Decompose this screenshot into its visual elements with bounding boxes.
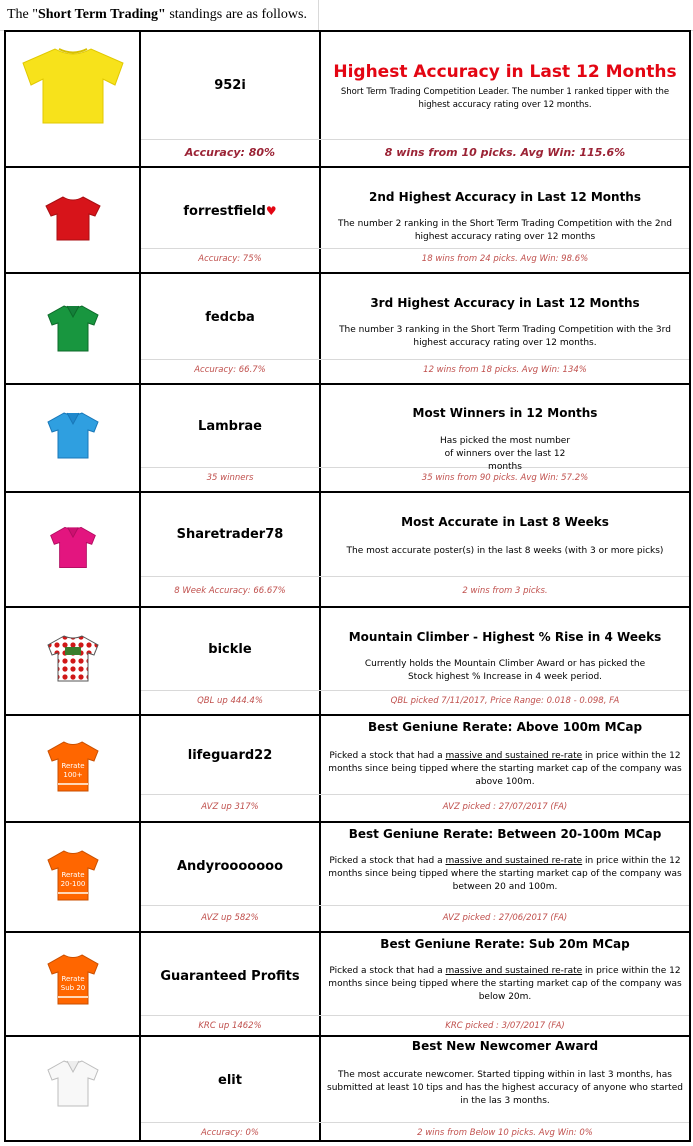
award-title: Best Geniune Rerate: Between 20-100m MCap	[348, 827, 662, 841]
accuracy-stat: QBL up 444.4%	[197, 696, 263, 706]
accuracy-stat: 35 winners	[206, 473, 254, 483]
award-description: The number 2 ranking in the Short Term Trading Competition with the 2nd highest accuracy rating over 12 months	[337, 219, 672, 242]
green-polo-icon	[6, 286, 139, 370]
tipper-name[interactable]: Guaranteed Profits	[160, 969, 300, 984]
pick-detail: 2 wins from 3 picks.	[462, 586, 548, 596]
heart-icon: ♥	[265, 204, 277, 218]
pick-detail: AVZ picked : 27/06/2017 (FA)	[442, 913, 568, 923]
accuracy-stat: 8 Week Accuracy: 66.67%	[174, 586, 286, 596]
award-title: Mountain Climber - Highest % Rise in 4 Weeks	[348, 630, 662, 644]
white-polo-icon	[6, 1043, 139, 1123]
standings-caption: The "Short Term Trading" standings are as follows.	[7, 7, 307, 22]
yellow-tshirt-icon	[6, 34, 139, 134]
standing-row-3	[6, 274, 689, 385]
tipper-name[interactable]: 952i	[214, 78, 246, 93]
standing-row-5	[6, 493, 689, 608]
svg-text:100+: 100+	[62, 771, 83, 779]
standing-row-7	[6, 716, 689, 823]
svg-text:Rerate: Rerate	[60, 871, 85, 879]
svg-text:Rerate: Rerate	[60, 762, 85, 770]
standing-row-10	[6, 1037, 689, 1140]
award-description: Short Term Trading Competition Leader. The number 1 ranked tipper with the highest accuracy rating over 12 months.	[340, 87, 670, 110]
tipper-name[interactable]: Andyrooooooo	[176, 859, 284, 874]
award-description: Picked a stock that had a massive and sustained re-rate in price within the 12 months since being tipped where the starting market cap of the company was below 20m.	[328, 966, 682, 1002]
tipper-name[interactable]: Sharetrader78	[176, 527, 284, 542]
award-title: 3rd Highest Accuracy in Last 12 Months	[370, 296, 640, 310]
polka-dot-jersey-icon	[6, 618, 139, 698]
red-tshirt-icon	[6, 178, 139, 258]
pick-detail: 2 wins from Below 10 picks. Avg Win: 0%	[417, 1128, 593, 1138]
svg-text:Rerate: Rerate	[60, 975, 85, 983]
award-description: Has picked the most number of winners over the last 12 months	[439, 436, 571, 472]
standing-row-4	[6, 385, 689, 493]
pick-detail: 12 wins from 18 picks. Avg Win: 134%	[423, 365, 587, 375]
svg-text:20-100: 20-100	[60, 880, 85, 888]
svg-text:Sub 20: Sub 20	[60, 984, 85, 992]
award-title: Best Geniune Rerate: Sub 20m MCap	[380, 937, 630, 951]
standing-row-9	[6, 933, 689, 1037]
tipper-name[interactable]: elit	[218, 1073, 242, 1088]
pick-detail: 35 wins from 90 picks. Avg Win: 57.2%	[421, 473, 589, 483]
pick-detail: QBL picked 7/11/2017, Price Range: 0.018 - 0.098, FA	[390, 696, 620, 706]
accuracy-stat: Accuracy: 75%	[198, 254, 262, 264]
award-title: Most Winners in 12 Months	[412, 406, 598, 420]
standings-table	[4, 30, 691, 1142]
award-description: Currently holds the Mountain Climber Award or has picked the Stock highest % Increase in 4 week period.	[364, 659, 646, 682]
orange-rerate-shirt-icon	[6, 939, 139, 1019]
award-description: The most accurate newcomer. Started tipping within in last 3 months, has submitted at least 10 tips and has the highest accuracy of anyone who started in the las 3 months.	[327, 1070, 683, 1106]
caption-row	[0, 0, 693, 31]
award-description: The most accurate poster(s) in the last 8 weeks (with 3 or more picks)	[346, 546, 664, 556]
award-title: Best Geniune Rerate: Above 100m MCap	[367, 720, 643, 734]
tipper-name[interactable]: fedcba	[205, 310, 255, 325]
accuracy-stat: Accuracy: 66.7%	[194, 365, 266, 375]
standing-row-1	[6, 32, 689, 168]
blue-polo-icon	[6, 395, 139, 475]
orange-rerate-shirt-icon	[6, 833, 139, 917]
standing-row-2	[6, 168, 689, 274]
tipper-name[interactable]: forrestfield♥	[183, 204, 277, 219]
pick-detail: 8 wins from 10 picks. Avg Win: 115.6%	[384, 146, 626, 159]
accuracy-stat: AVZ up 317%	[201, 802, 259, 812]
cell-divider	[318, 0, 319, 30]
tipper-name[interactable]: Lambrae	[198, 419, 262, 434]
standing-row-8	[6, 823, 689, 933]
pink-polo-icon	[6, 505, 139, 589]
accuracy-stat: KRC up 1462%	[198, 1021, 262, 1031]
award-description: Picked a stock that had a massive and sustained re-rate in price within the 12 months since being tipped where the starting market cap of the company was between 20 and 100m.	[328, 856, 682, 892]
award-title: Best New Newcomer Award	[411, 1039, 599, 1053]
pick-detail: AVZ picked : 27/07/2017 (FA)	[442, 802, 568, 812]
award-title: Most Accurate in Last 8 Weeks	[401, 515, 609, 529]
award-title: Highest Accuracy in Last 12 Months	[333, 62, 677, 82]
accuracy-stat: AVZ up 582%	[201, 913, 259, 923]
tipper-name[interactable]: bickle	[208, 642, 252, 657]
orange-rerate-shirt-icon	[6, 726, 139, 806]
tipper-name[interactable]: lifeguard22	[187, 748, 273, 763]
award-title: 2nd Highest Accuracy in Last 12 Months	[369, 190, 641, 204]
award-description: Picked a stock that had a massive and sustained re-rate in price within the 12 months since being tipped where the starting market cap of the company was above 100m.	[328, 751, 682, 787]
pick-detail: 18 wins from 24 picks. Avg Win: 98.6%	[421, 254, 589, 264]
standing-row-6	[6, 608, 689, 716]
accuracy-stat: Accuracy: 0%	[200, 1128, 259, 1138]
pick-detail: KRC picked : 3/07/2017 (FA)	[445, 1021, 565, 1031]
accuracy-stat: Accuracy: 80%	[184, 146, 276, 159]
award-description: The number 3 ranking in the Short Term Trading Competition with the 3rd highest accuracy rating over 12 months.	[339, 325, 671, 348]
